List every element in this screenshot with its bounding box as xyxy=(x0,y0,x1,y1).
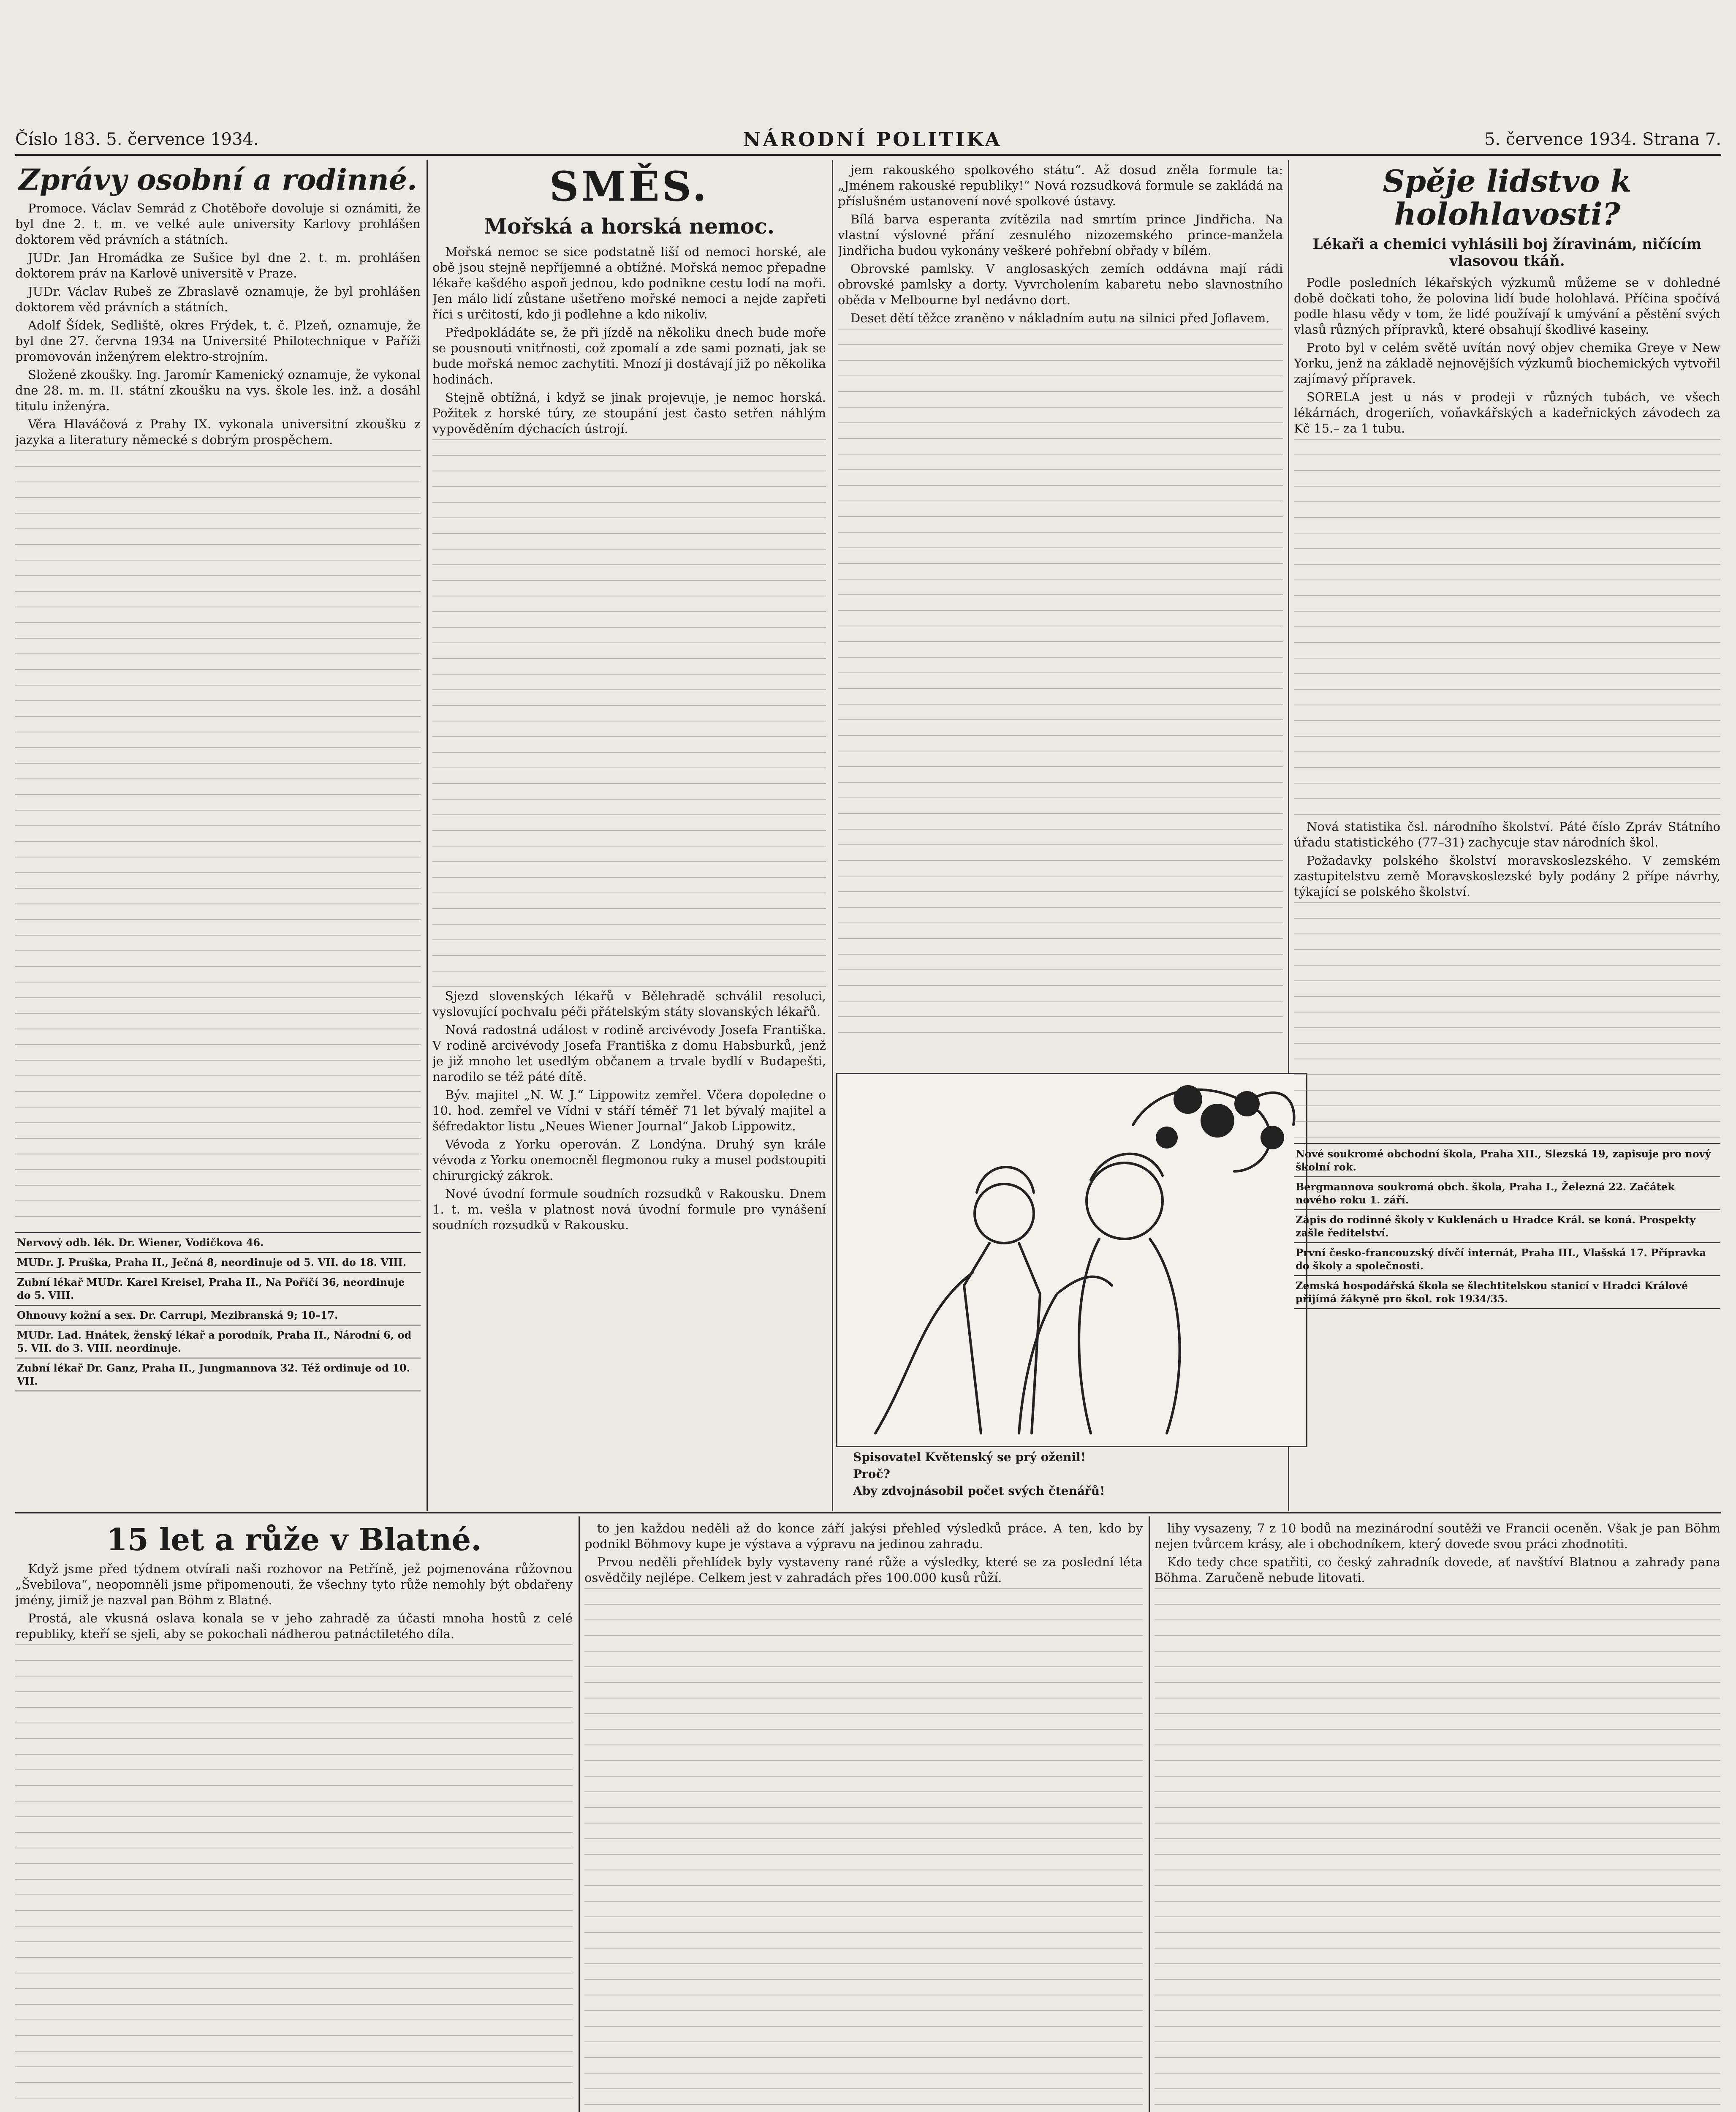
article-body xyxy=(838,162,1283,326)
ad-item: Nervový odb. lék. Dr. Wiener, Vodičkova 46. xyxy=(15,1233,421,1253)
paragraph: Složené zkoušky. Ing. Jaromír Kamenický oznamuje, že vykonal dne 28. m. m. II. státní zkoušku na vys. škole les. inž. a dosáhl titulu inženýra. xyxy=(15,367,421,414)
text-lines xyxy=(15,450,421,1227)
ad-item: Zubní lékař Dr. Ganz, Praha II., Jungmannova 32. Též ordinuje od 10. VII. xyxy=(15,1358,421,1391)
cartoon-caption xyxy=(840,1449,1305,1500)
paragraph: Požadavky polského školství moravskoslezského. V zemském zastupitelstvu země Moravskoslezské byly podány 2 přípe návrhy, týkající se polského školství. xyxy=(1294,853,1720,899)
paragraph: Proto byl v celém světě uvítán nový objev chemika Greye v New Yorku, jenž na základě nejnovějších výzkumů biochemických vytvořil zajímavý přípravek. xyxy=(1294,340,1720,386)
ad-item: Nové soukromé obchodní škola, Praha XII., Slezská 19, zapisuje pro nový školní rok. xyxy=(1294,1144,1720,1177)
paragraph: Kdo tedy chce spatřiti, co český zahradník dovede, ať navštíví Blatnou a zahrady pana Böhma. Zaručeně nebude litovati. xyxy=(1155,1555,1720,1585)
section-title: SMĚS. xyxy=(549,163,709,210)
column-rule xyxy=(427,160,428,1511)
school-ads xyxy=(1294,1143,1720,1309)
ad-item: Bergmannova soukromá obch. škola, Praha I., Železná 22. Začátek nového roku 1. září. xyxy=(1294,1177,1720,1210)
news-item: Nová radostná událost v rodině arcivévody Josefa Františka. V rodině arcivévody Josefa Františka z domu Habsburků, jenž je již mnoho let usedlým občanem a trvale bydlí v Budapešti, narodilo se též páté dítě. xyxy=(432,1022,826,1084)
article-subtitle: Lékaři a chemici vyhlásili boj žíravinám, ničícím vlasovou tkáň. xyxy=(1312,235,1702,270)
ad-item: Ohnouvy kožní a sex. Dr. Carrupi, Mezibranská 9; 10–17. xyxy=(15,1306,421,1325)
news-item: Vévoda z Yorku operován. Z Londýna. Druhý syn krále vévoda z Yorku onemocněl flegmonou ruky a musel podstoupiti chirurgický zákrok. xyxy=(432,1137,826,1183)
paragraph: JUDr. Václav Rubeš ze Zbraslavě oznamuje, že byl prohlášen doktorem věd právních a státních. xyxy=(15,284,421,315)
column-rule xyxy=(579,1516,580,2112)
caption-line: Aby zdvojnásobil počet svých čtenářů! xyxy=(853,1484,1105,1498)
article-body xyxy=(1294,275,1720,436)
miscellany-column xyxy=(432,162,826,1510)
masthead xyxy=(15,127,1721,156)
paragraph: Adolf Šídek, Sedliště, okres Frýdek, t. č. Plzeň, oznamuje, že byl dne 27. června 1934 na Université Philotechnique v Paříži promovován inženýrem elektro-strojním. xyxy=(15,318,421,364)
paragraph: to jen každou neděli až do konce září jakýsi přehled výsledků práce. A ten, kdo by podnikl Böhmovy kupe je výstava a výpravu na jedinou zahradu. xyxy=(584,1521,1143,1551)
education-news xyxy=(1294,819,1720,900)
news-column xyxy=(838,162,1283,1066)
section-title: Zprávy osobní a rodinné. xyxy=(19,163,417,197)
roses-article-col3 xyxy=(1155,1521,1720,2112)
news-item: Býv. majitel „N. W. J.“ Lippowitz zemřel. Včera dopoledne o 10. hod. zemřel ve Vídni v stáří téměř 71 let bývalý majitel a šéfredaktor listu „Neues Wiener Journal“ Jakob Lippowitz. xyxy=(432,1087,826,1133)
ad-item: MUDr. Lad. Hnátek, ženský lékař a porodník, Praha II., Národní 6, od 5. VII. do 3. VIII. neordinuje. xyxy=(15,1325,421,1358)
ad-item: Zubní lékař MUDr. Karel Kreisel, Praha II., Na Poříčí 36, neordinuje do 5. VIII. xyxy=(15,1273,421,1306)
text-lines xyxy=(838,329,1283,1047)
paragraph: Nová statistika čsl. národního školství. Páté číslo Zpráv Státního úřadu statistického (77–31) zachycuje stav národních škol. xyxy=(1294,819,1720,850)
date-and-page: 5. července 1934. Strana 7. xyxy=(1484,130,1721,149)
paragraph: Mořská nemoc se sice podstatně liší od nemoci horské, ale obě jsou stejně nepříjemné a obtížné. Mořská nemoc přepadne lékaře kašdého aspoň jednou, kdo podnikne cestu lodí na moři. Jen málo lidí zůstane ušetřeno mořské nemoci a nejde zapřeti říci s určitostí, kdo ji podlehne a kdo nikoliv. xyxy=(432,244,826,321)
article-body xyxy=(1155,1521,1720,1586)
article-title: Mořská a horská nemoc. xyxy=(484,213,775,239)
article-body xyxy=(15,1561,573,1642)
article-body xyxy=(584,1521,1143,1586)
text-lines xyxy=(15,1644,573,2112)
paragraph: SORELA jest u nás v prodeji v různých tubách, ve všech lékárnách, drogeriích, voňavkářských a kadeřnických závodech za Kč 15.– za 1 tubu. xyxy=(1294,390,1720,436)
science-column xyxy=(1294,162,1720,1510)
cartoon-drawing xyxy=(837,1074,1304,1443)
paragraph: Bílá barva esperanta zvítězila nad smrtím prince Jindřicha. Na vlastní výslovné přání zesnulého nizozemského prince-manžela Jindřicha budou vykonány veškeré pohřební obřady v bílém. xyxy=(838,212,1283,258)
paragraph: Když jsme před týdnem otvírali naši rozhovor na Petříně, jež pojmenována růžovnou „Švebilova“, neopomněli jsme připomenouti, že všechny tyto růže nemohly být obdařeny jmény, jimiž je nazval pan Böhm z Blatné. xyxy=(15,1561,573,1607)
column-rule xyxy=(1149,1516,1150,2112)
newspaper-name: NÁRODNÍ POLITIKA xyxy=(743,128,1002,151)
article-body xyxy=(432,244,826,437)
news-item: Nové úvodní formule soudních rozsudků v Rakousku. Dnem 1. t. m. vešla v platnost nová úvodní formule pro vynášení soudních rozsudků v Rakousku. xyxy=(432,1186,826,1232)
article-title: Spěje lidstvo k holohlavosti? xyxy=(1383,163,1632,232)
paragraph: Promoce. Václav Semrád z Chotěboře dovoluje si oznámiti, že byl dne 2. t. m. ve velké aule university Karlovy prohlášen doktorem věd právních a státních. xyxy=(15,201,421,247)
text-lines xyxy=(432,439,826,988)
roses-article-col2 xyxy=(584,1521,1143,2112)
paragraph: jem rakouského spolkového státu“. Až dosud zněla formule ta: „Jménem rakouské republiky!“ Nová rozsudková formule se zakládá na příslušném ustanovení nové spolkové ústavy. xyxy=(838,163,1283,208)
paragraph: Deset dětí těžce zraněno v nákladním autu na silnici před Joflavem. xyxy=(850,311,1270,325)
personal-news-column xyxy=(15,162,421,1510)
ad-item: Zápis do rodinné školy v Kuklenách u Hradce Král. se koná. Prospekty zašle ředitelství. xyxy=(1294,1210,1720,1243)
text-lines xyxy=(1294,902,1720,1139)
classified-ads xyxy=(15,1232,421,1391)
column-rule xyxy=(832,160,833,1511)
news-briefs xyxy=(432,988,826,1233)
paragraph: JUDr. Jan Hromádka ze Sušice byl dne 2. t. m. prohlášen doktorem práv na Karlově universitě v Praze. xyxy=(15,250,421,281)
section-rule xyxy=(15,1512,1721,1513)
text-lines xyxy=(584,1588,1143,2112)
paragraph: Obrovské pamlsky. V anglosaských zemích oddávna mají rádi obrovské pamlsky a dorty. Vyvrcholením kabaretu nebo slavnostního oběda v Melbourne byl nedávno dort. xyxy=(838,261,1283,307)
paragraph: Předpokládáte se, že při jízdě na několiku dnech bude moře se pousnouti vnitřnosti, což zpomalí a zde sami poznati, jak se bude mořská nemoc zachytiti. Mnozí ji dostávají již po několika hodinách. xyxy=(432,325,826,386)
text-lines xyxy=(1155,1588,1720,2112)
masthead-rule xyxy=(15,154,1721,156)
cartoon-illustration xyxy=(836,1073,1307,1447)
caption-line: Spisovatel Květenský se prý oženil! xyxy=(853,1450,1086,1464)
ad-item: Zemská hospodářská škola se šlechtitelskou stanicí v Hradci Králové přijímá žákyně pro škol. rok 1934/35. xyxy=(1294,1276,1720,1309)
paragraph: Prostá, ale vkusná oslava konala se v jeho zahradě za účasti mnoha hostů z celé republiky, kteří se sjeli, aby se pokochali nádherou patnáctiletého díla. xyxy=(15,1611,573,1641)
text-lines xyxy=(1294,439,1720,819)
news-item: Sjezd slovenských lékařů v Bělehradě schválil resoluci, vyslovující pochvalu péči přátelským státy slovanských lékařů. xyxy=(432,988,826,1019)
paragraph: Věra Hlaváčová z Prahy IX. vykonala universitní zkoušku z jazyka a literatury německé s dobrým prospěchem. xyxy=(15,417,421,447)
paragraph: lihy vysazeny, 7 z 10 bodů na mezinárodní soutěži ve Francii oceněn. Však je pan Böhm nejen tvůrcem krásy, ale i obchodníkem, který dovede svou práci zhodnotiti. xyxy=(1155,1521,1720,1551)
article-body xyxy=(15,201,421,448)
ad-item: První česko-francouzský dívčí internát, Praha III., Vlašská 17. Přípravka do školy a společnosti. xyxy=(1294,1243,1720,1276)
caption-line: Proč? xyxy=(853,1467,890,1481)
article-title: 15 let a růže v Blatné. xyxy=(106,1521,482,1557)
paragraph: Podle posledních lékařských výzkumů můžeme se v dohledné době dočkati toho, že polovina lidí bude holohlavá. Příčina spočívá podle hlasu vědy v tom, že lidé používají k umývání a pěstění svých vlasů různých přípravků, které obsahují škodlivé kaseiny. xyxy=(1294,275,1720,337)
paragraph: Stejně obtížná, i když se jinak projevuje, je nemoc horská. Požitek z horské túry, ze stoupání jest často setřen náhlým vypověděním dýchacích ústrojí. xyxy=(432,390,826,436)
spacer xyxy=(838,1495,1283,1508)
issue-number: Číslo 183. 5. července 1934. xyxy=(15,130,259,149)
roses-article-col1 xyxy=(15,1521,573,2112)
paragraph: Prvou neděli přehlídek byly vystaveny rané růže a výsledky, které se za poslední léta osvědčily nejlépe. Celkem jest v zahradách přes 100.000 kusů růží. xyxy=(584,1555,1143,1585)
ad-item: MUDr. J. Pruška, Praha II., Ječná 8, neordinuje od 5. VII. do 18. VIII. xyxy=(15,1253,421,1273)
